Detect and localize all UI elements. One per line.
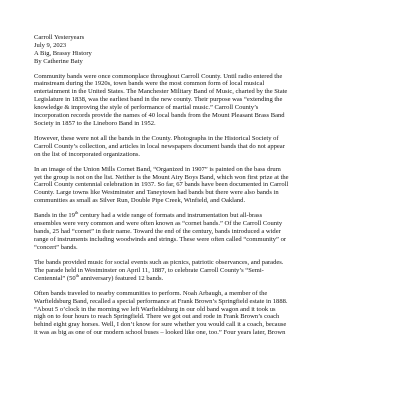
text-line: entertainment in the United States. The Manchester Military Band of Music, charted by the State — [34, 88, 288, 96]
text-line: behind eight gray horses. Well, I don’t know for sure whether you would call it a coach, because — [34, 321, 287, 329]
paragraph-1 — [34, 73, 374, 128]
text-line: Often bands traveled to nearby communities to perform. Noah Arbaugh, a member of the — [34, 289, 268, 297]
article-title: A Big, Brassy History — [34, 49, 92, 57]
text-line: Warfieldsburg Band, recalled a special performance at Frank Brown’s Springfield estate in 1888. — [34, 297, 288, 305]
column-name: Carroll Yesteryears — [34, 34, 85, 41]
text-line: mainstream during the 1920s, town bands were the most common form of local musical — [34, 80, 265, 88]
document-page — [34, 34, 374, 400]
ordinal-superscript: th — [74, 210, 79, 216]
article-byline: By Catherine Baty — [34, 57, 83, 65]
text-line: communities as small as Silver Run, Double Pipe Creek, Winfield, and Oakland. — [34, 197, 246, 205]
text-line: In an image of the Union Mills Cornet Band, “Organized in 1907” is painted on the bass drum — [34, 165, 281, 173]
text-line: “concert” bands. — [34, 243, 78, 251]
text-line: The parade held in Westminster on April 11, 1887, to celebrate Carroll County’s “Semi- — [34, 266, 264, 274]
text-line: yet the group is not on the list. Neither is the Mount Airy Boys Band, which won first prize at the — [34, 173, 289, 181]
text-segment: century had a wide range of formats and instrumentation but all-brass — [78, 212, 263, 220]
text-line — [34, 272, 374, 283]
text-line: incorporation records provide the names of 40 local bands from the Mount Pleasant Brass Band — [34, 111, 285, 119]
text-line: nigh on to four hours to reach Springfield. There we got out and rode in Frank Brown’s coach — [34, 313, 280, 321]
paragraph-3 — [34, 166, 374, 205]
text-line: Carroll County centennial celebration in 1937. So far, 67 bands have been documented in Carroll — [34, 181, 289, 189]
paragraph-2 — [34, 135, 374, 159]
text-line — [34, 212, 374, 220]
paragraph-6 — [34, 290, 374, 337]
text-line: bands, 25 had “cornet” in their name. Toward the end of the century, bands introduced a wider — [34, 228, 281, 236]
ordinal-superscript: th — [75, 272, 80, 278]
text-line: Carroll County’s collection, and articles in local newspapers document bands that do not appear — [34, 142, 285, 150]
text-line: ensembles were very common and were often known as “cornet bands.” Of the Carroll County — [34, 220, 283, 228]
paragraph-5 — [34, 259, 374, 283]
text-line: “About 5 o’clock in the morning we left Warfieldsburg in our old band wagon and it took us — [34, 305, 276, 313]
text-segment: anniversary) featured 12 bands. — [79, 274, 164, 282]
text-line: Society in 1857 to the Lineboro Band in 1952. — [34, 119, 156, 127]
text-line: However, these were not all the bands in the County. Photographs in the Historical Society of — [34, 134, 279, 142]
text-line: knowledge & improving the style of performance of martial music.” Carroll County’s — [34, 103, 259, 111]
text-segment: Bands in the 19 — [34, 212, 75, 220]
text-line: Community bands were once commonplace throughout Carroll County. Until radio entered the — [34, 72, 283, 80]
article-header — [34, 34, 374, 65]
article-date: July 9, 2023 — [34, 41, 67, 49]
text-line: on the list of incorporated organizations. — [34, 150, 141, 158]
text-line: range of instruments including woodwinds and strings. These were often called “community” or — [34, 235, 287, 243]
text-line: The bands provided music for social events such as picnics, patriotic observances, and parades. — [34, 259, 284, 266]
text-segment: Centennial” (50 — [34, 274, 76, 282]
paragraph-4 — [34, 212, 374, 251]
text-line: Legislature in 1838, was the earliest band in the new county. Their purpose was “extending the — [34, 96, 283, 104]
text-line: it was as big as one of our modern school buses – looked like one, too.” Four years later, Brown — [34, 329, 286, 337]
text-line: County. Large towns like Westminster and Taneytown had bands but there were also bands in — [34, 189, 279, 197]
